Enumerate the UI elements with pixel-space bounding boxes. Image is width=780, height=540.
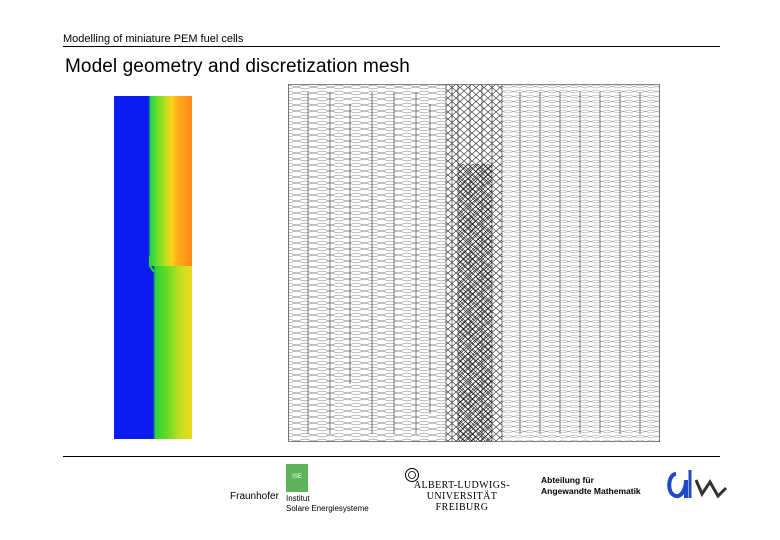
fraunhofer-institute-line2: Solare Energiesysteme [286, 504, 369, 513]
university-freiburg-logo [402, 468, 522, 513]
running-title: Modelling of miniature PEM fuel cells [63, 33, 244, 45]
mesh-region-catalyst [458, 164, 492, 442]
discretization-mesh [288, 84, 660, 442]
fraunhofer-ise-logo [230, 464, 390, 520]
slide-title: Model geometry and discretization mesh [65, 56, 410, 77]
aam-logo-icon [666, 466, 728, 502]
university-line2: UNIVERSITÄT FREIBURG [426, 491, 498, 513]
fraunhofer-institute [286, 494, 369, 514]
department-line2: Angewandte Mathematik [541, 486, 641, 496]
mesh-region-right [502, 84, 660, 442]
header-divider [63, 46, 720, 47]
university-name [404, 480, 520, 513]
mesh-region-left [288, 84, 446, 442]
ise-badge-label: ISE [292, 474, 302, 480]
fraunhofer-name: Fraunhofer [230, 491, 279, 502]
plot-region-lower [114, 266, 192, 439]
department-line1: Abteilung für [541, 475, 594, 485]
fraunhofer-institute-line1: Institut [286, 494, 310, 503]
plot-region-upper [114, 96, 192, 268]
footer-divider [63, 456, 720, 457]
department-name [541, 475, 641, 497]
university-line1: ALBERT-LUDWIGS- [413, 480, 511, 491]
geometry-color-plot [114, 96, 192, 439]
